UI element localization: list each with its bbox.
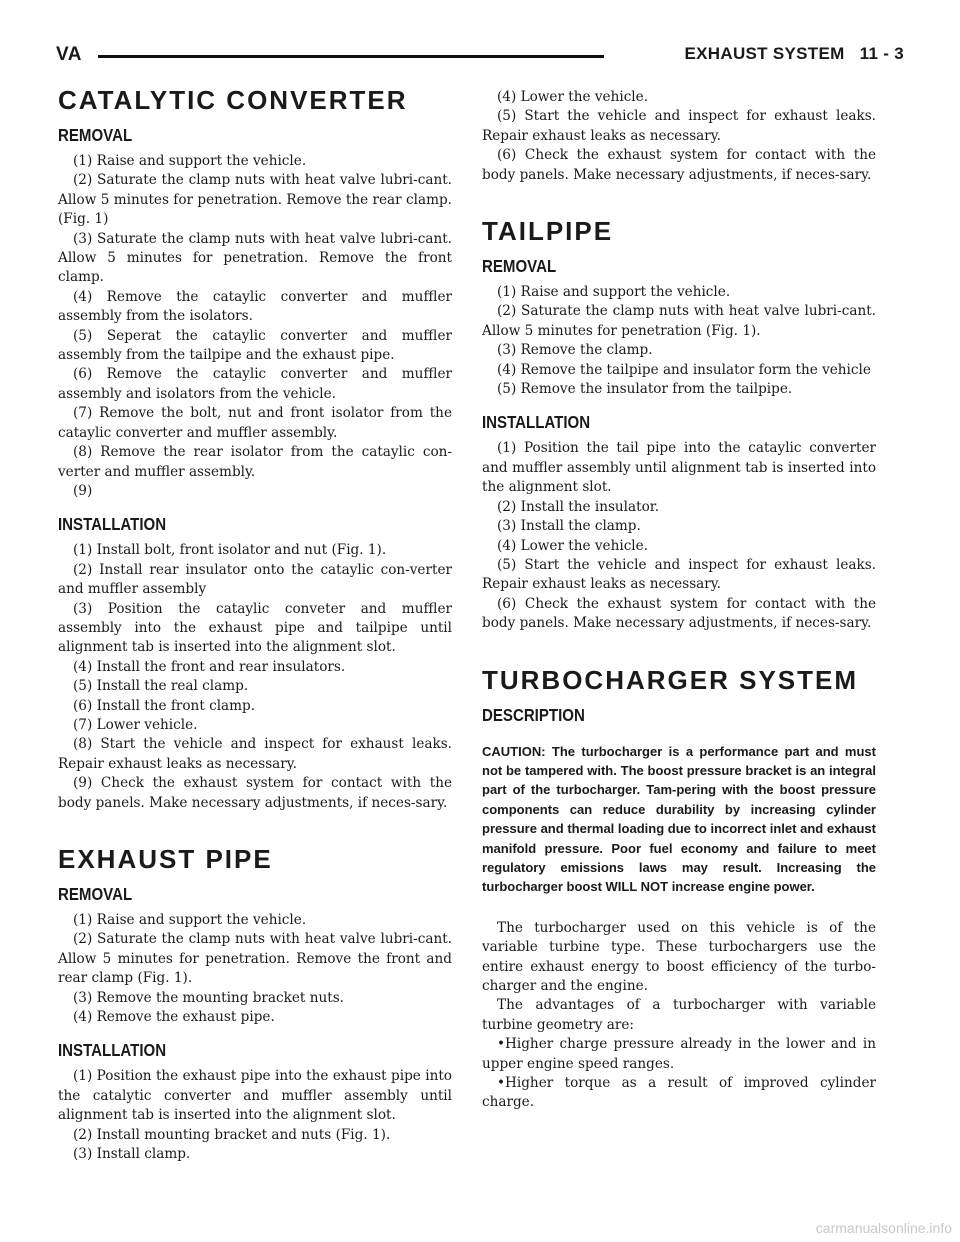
watermark: carmanualsonline.info [815,1220,952,1236]
bullet-dot-icon: • [497,1075,506,1092]
subheading-installation: INSTALLATION [58,1040,167,1061]
subheading-installation: INSTALLATION [58,514,167,535]
subheading-removal: REMOVAL [482,256,557,277]
heading-catalytic-converter: CATALYTIC CONVERTER [58,85,408,115]
subheading-description: DESCRIPTION [482,704,585,725]
step: (1) Install bolt, front isolator and nut (Fig. 1). [73,542,387,559]
step: (7) Remove the bolt, nut and front isolator from the cataylic converter and muffler assembly. [58,405,452,441]
bullet-text: Higher torque as a result of improved cylinder charge. [482,1075,876,1111]
bullet-item [482,1074,876,1113]
step: (4) Remove the cataylic converter and muffler assembly from the isolators. [58,288,452,325]
step: (5) Start the vehicle and inspect for exhaust leaks. Repair exhaust leaks as necessary. [482,108,876,144]
step: (8) Start the vehicle and inspect for exhaust leaks. Repair exhaust leaks as necessary. [58,736,452,772]
step: (3) Install clamp. [73,1146,191,1163]
step: (3) Remove the mounting bracket nuts. [73,989,344,1006]
step: (5) Remove the insulator from the tailpipe. [497,381,793,398]
bullet-item [482,1035,876,1074]
step: (2) Install rear insulator onto the cataylic con-verter and muffler assembly [58,561,452,598]
heading-tailpipe: TAILPIPE [482,216,614,247]
left-column [58,84,452,1164]
step: (1) Raise and support the vehicle. [73,153,307,169]
step: (1) Raise and support the vehicle. [73,912,307,928]
page-header [56,44,904,68]
subheading-removal: REMOVAL [58,884,133,904]
caution-note: CAUTION: The turbocharger is a performance part and must not be tampered with. The boost pressure bracket is an integral part of the turbocharger. Tam-pering with the boost pressure components can reduce durability by increasing cylinder pressure and thermal loading due to incorrect inlet and exhaust manifold pressure. Poor fuel economy and failure to meet regulatory emissions laws may result. Increasing the turbocharger boost WILL NOT increase engine power. [482,743,876,895]
paragraph: The advantages of a turbocharger with variable turbine geometry are: [482,997,876,1033]
step: (2) Saturate the clamp nuts with heat valve lubri-cant. Allow 5 minutes for penetration (Fig. 1). [482,303,876,339]
right-column [482,88,876,1113]
step: (9) [73,482,93,499]
step: (4) Lower the vehicle. [497,537,649,554]
step: (2) Install the insulator. [497,498,660,515]
bullet-text: Higher charge pressure already in the lower and in upper engine speed ranges. [482,1036,876,1072]
step: (3) Saturate the clamp nuts with heat valve lubri-cant. Allow 5 minutes for penetration. Remove the front clamp. [58,230,452,286]
paragraph: The turbocharger used on this vehicle is of the variable turbine type. These turbochargers use the entire exhaust energy to boost efficiency of the turbo-charger and the engine. [482,919,876,994]
step: (7) Lower vehicle. [73,716,198,733]
step: (4) Remove the tailpipe and insulator form the vehicle [497,361,871,378]
step: (6) Install the front clamp. [73,697,256,714]
step: (3) Remove the clamp. [497,342,653,359]
step: (4) Remove the exhaust pipe. [73,1009,275,1026]
header-rule [98,55,604,58]
bullet-dot-icon: • [497,1036,506,1053]
step: (2) Saturate the clamp nuts with heat valve lubri-cant. Allow 5 minutes for penetration. Remove the front and rear clamp (Fig. 1). [58,931,452,987]
step: (1) Position the exhaust pipe into the exhaust pipe into the catalytic converter and muffler assembly until alignment tab is inserted into the alignment slot. [58,1068,452,1124]
step: (5) Start the vehicle and inspect for exhaust leaks. Repair exhaust leaks as necessary. [482,556,876,593]
step: (4) Install the front and rear insulators. [73,658,346,675]
step: (2) Install mounting bracket and nuts (Fig. 1). [73,1126,391,1143]
header-section-code: VA [56,44,82,65]
step: (3) Install the clamp. [497,518,641,535]
step: (6) Remove the cataylic converter and muffler assembly and isolators from the vehicle. [58,366,452,402]
step: (8) Remove the rear isolator from the cataylic con-verter and muffler assembly. [58,444,452,480]
step: (1) Raise and support the vehicle. [497,284,731,301]
heading-exhaust-pipe: EXHAUST PIPE [58,844,273,874]
step: (9) Check the exhaust system for contact with the body panels. Make necessary adjustments, if neces-sary. [58,775,452,811]
step: (4) Lower the vehicle. [497,89,649,105]
step: (1) Position the tail pipe into the cataylic converter and muffler assembly until alignment tab is inserted into the alignment slot. [482,440,876,496]
step: (6) Check the exhaust system for contact with the body panels. Make necessary adjustments, if neces-sary. [482,147,876,183]
step: (5) Install the real clamp. [73,678,249,695]
header-section-title: EXHAUST SYSTEM 11 - 3 [684,44,904,63]
step: (6) Check the exhaust system for contact with the body panels. Make necessary adjustments, if neces-sary. [482,595,876,632]
subheading-removal: REMOVAL [58,125,133,145]
subheading-installation: INSTALLATION [482,412,591,433]
step: (3) Position the cataylic conveter and muffler assembly into the exhaust pipe and tailpipe until alignment tab is inserted into the alignment slot. [58,600,452,656]
step: (2) Saturate the clamp nuts with heat valve lubri-cant. Allow 5 minutes for penetration. Remove the rear clamp. (Fig. 1) [58,172,452,228]
heading-turbocharger-system: TURBOCHARGER SYSTEM [482,664,859,695]
step: (5) Seperat the cataylic converter and muffler assembly from the tailpipe and the exhaust pipe. [58,327,452,364]
